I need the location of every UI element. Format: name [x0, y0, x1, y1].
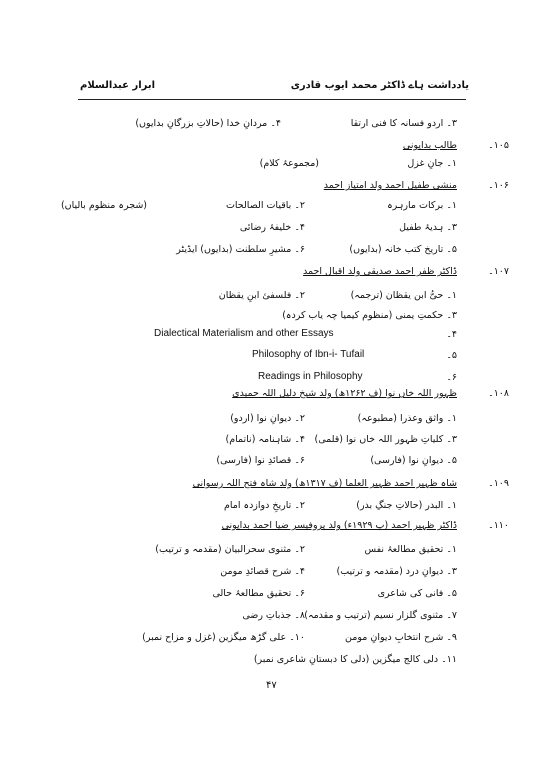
header-right-title: یادداشت ہاے ڈاکٹر محمد ایوب قادری — [290, 80, 469, 91]
header-left-title: ابرار عبدالسلام — [80, 80, 156, 91]
entry-title: ظہور اللہ خاں نوا (ف ۱۲۶۲ھ) ولد شیخ دلیل اللہ حمیدی — [232, 388, 457, 399]
list-item: ۶۔ قصائدِ نوا (فارسی) — [216, 455, 305, 466]
list-item: ۶۔ تحقیق مطالعۂ حالی — [212, 588, 305, 599]
list-item: ۱۔ واثق وعذرا (مطبوعہ) — [357, 413, 457, 424]
entry-number: ۱۰۷۔ — [488, 266, 509, 277]
entry-number: ۱۰۶۔ — [488, 180, 509, 191]
list-item-number: ۶۔ — [446, 372, 457, 383]
list-item: ۱۔ البدر (حالاتِ جنگِ بدر) — [356, 500, 457, 511]
list-item: ۸۔ جذباتِ رضی — [242, 610, 305, 621]
page-number: ۴۷ — [266, 680, 277, 691]
list-item: ۲۔ دیوانِ نوا (اردو) — [230, 413, 305, 424]
list-item-number: ۵۔ — [446, 350, 457, 361]
list-item: ۴۔ شاہنامہ (ناتمام) — [225, 434, 305, 445]
header-rule — [78, 99, 466, 100]
list-item: ۴۔ شرح قصائدِ مومن — [220, 566, 305, 577]
list-item: (شجرہ منظوم بالیاں) — [60, 200, 147, 211]
list-item: ۲۔ مثنوی سحرالبیان (مقدمہ و ترتیب) — [155, 544, 305, 555]
list-item: ۵۔ دیوانِ نوا (فارسی) — [370, 455, 457, 466]
list-item-number: ۴۔ — [446, 329, 457, 340]
entry-number: ۱۰۵۔ — [488, 140, 509, 151]
list-item: ۱۔ جانِ غزل — [407, 158, 457, 169]
list-item-english: Philosophy of Ibn-i- Tufail — [252, 349, 365, 360]
entry-number: ۱۰۹۔ — [488, 478, 509, 489]
list-item: (مجموعۂ کلام) — [259, 158, 319, 169]
entry-title: ڈاکٹر ظہیر احمد (پ ۱۹۲۹ء) ولد پروفیسر ضیا احمد بدایونی — [221, 520, 457, 531]
list-item: ۱۔ تحقیق مطالعۂ نفس — [364, 544, 457, 555]
list-item: ۱۔ حیُّ ابن یقظان (ترجمہ) — [350, 290, 457, 301]
list-item-english: Dialectical Materialism and other Essays — [154, 328, 334, 339]
list-item: ۲۔ فلسفئ ابنِ یقظان — [218, 290, 305, 301]
list-item: ۳۔ اردو فسانہ کا فنی ارتقا — [350, 118, 457, 129]
entry-title: شاہ ظہیر احمد ظہیر العلما (ف ۱۳۱۷ھ) ولد شاہ فتح اللہ رسوانی — [192, 478, 457, 489]
list-item: ۱۱۔ دلی کالج میگزین (دلی کا دبستانِ شاعری نمبر) — [253, 654, 457, 665]
list-item: ۲۔ باقیات الصالحات — [225, 200, 305, 211]
entry-title: منشی طفیل احمد ولد امتیاز احمد — [323, 180, 457, 191]
list-item: ۷۔ مثنوی گلزار نسیم (ترتیب و مقدمہ) — [304, 610, 457, 621]
list-item: ۳۔ حکمتِ یمنی (منظوم کیمیا چہ یاب کردہ) — [282, 310, 457, 321]
entry-title: ڈاکٹر ظفر احمد صدیقی ولد اقبال احمد — [303, 266, 457, 277]
list-item: ۳۔ دیوانِ درد (مقدمہ و ترتیب) — [336, 566, 457, 577]
list-item: ۵۔ تاریخ کتب خانہ (بدایوں) — [349, 244, 457, 255]
list-item: ۱۔ برکات مارہرہ — [387, 200, 457, 211]
list-item: ۱۰۔ علی گڑھ میگزین (غزل و مزاح نمبر) — [142, 632, 305, 643]
list-item: ۲۔ تاریخِ دوازدہ امام — [223, 500, 305, 511]
list-item: ۳۔ کلیاتِ ظہور اللہ خاں نوا (قلمی) — [314, 434, 457, 445]
list-item-english: Readings in Philosophy — [258, 371, 363, 382]
list-item: ۴۔ مردانِ خدا (حالاتِ بزرگانِ بدایوں) — [135, 118, 281, 129]
list-item: ۵۔ فانی کی شاعری — [377, 588, 457, 599]
entry-title: طالب بدایونی — [402, 140, 457, 151]
list-item: ۹۔ شرح انتخابِ دیوانِ مومن — [345, 632, 457, 643]
entry-number: ۱۰۸۔ — [488, 388, 509, 399]
list-item: ۳۔ ہدیۂ طفیل — [399, 222, 457, 233]
entry-number: ۱۱۰۔ — [488, 520, 509, 531]
list-item: ۴۔ خلیفۂ رضائی — [239, 222, 305, 233]
list-item: ۶۔ مشیرِ سلطنت (بدایوں) ایڈیٹر — [176, 244, 305, 255]
